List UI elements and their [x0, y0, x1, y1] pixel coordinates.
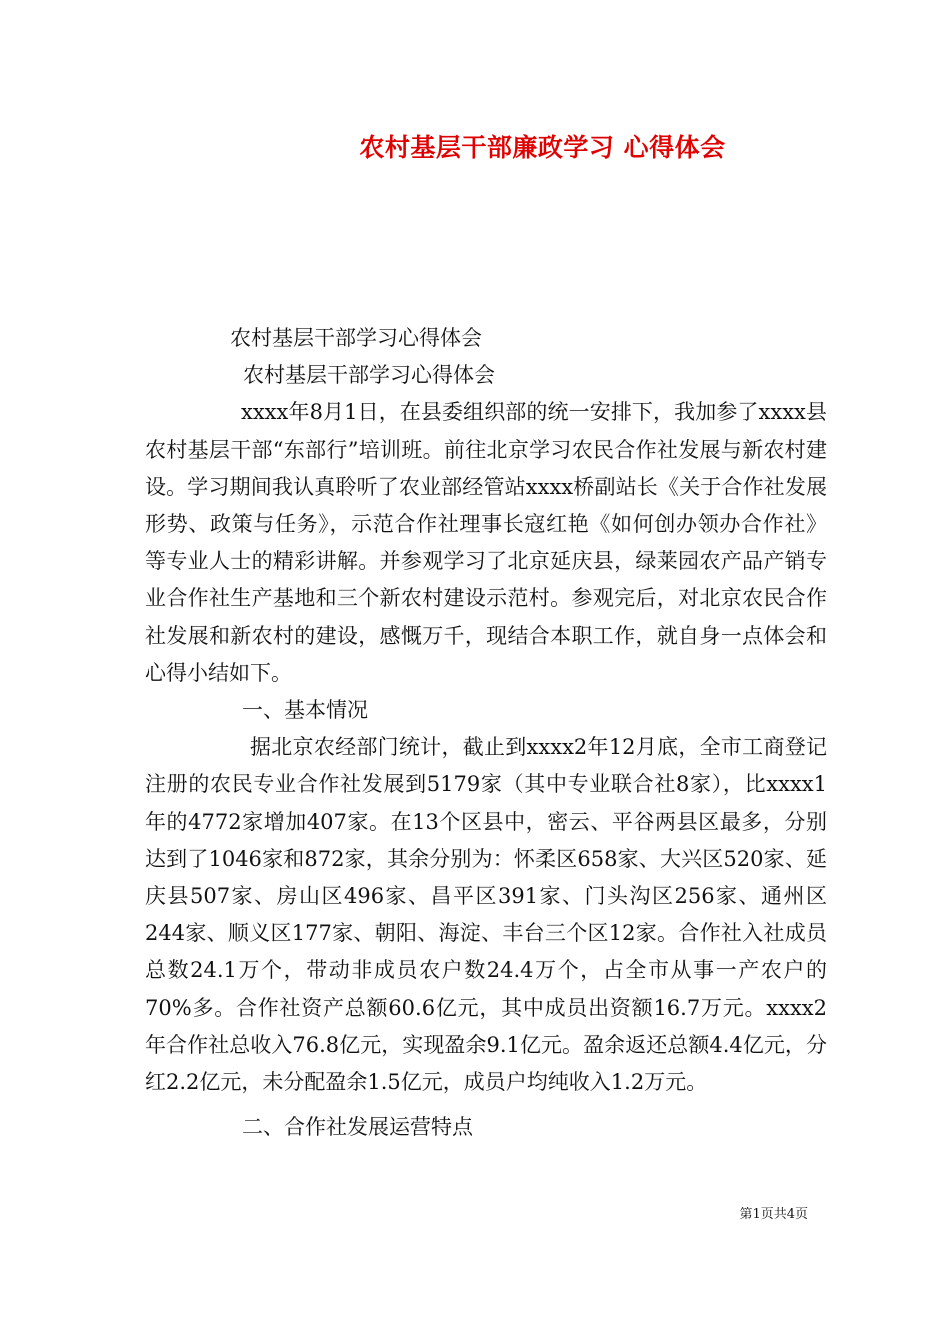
paragraph-intro: xxxx年8月1日，在县委组织部的统一安排下，我加参了xxxx县农村基层干部“东部行”培训班。前往北京学习农民合作社发展与新农村建设。学习期间我认真聆听了农业部经管站xxxx桥副站长《关于合作社发展形势、政策与任务》，示范合作社理事长寇红艳《如何创办领办合作社》等专业人士的精彩讲解。并参观学习了北京延庆县，绿莱园农产品产销专业合作社生产基地和三个新农村建设示范村。参观完后，对北京农民合作社发展和新农村的建设，感慨万千，现结合本职工作，就自身一点体会和心得小结如下。	[145, 400, 827, 685]
document-title: 农村基层干部廉政学习 心得体会	[359, 133, 726, 162]
document-body	[145, 320, 827, 1146]
paragraph-statistics: 据北京农经部门统计，截止到xxxx2年12月底，全市工商登记注册的农民专业合作社发展到5179家（其中专业联合社8家），比xxxx1年的4772家增加407家。在13个区县中，密云、平谷两县区最多，分别达到了1046家和872家，其余分别为：怀柔区658家、大兴区520家、延庆县507家、房山区496家、昌平区391家、门头沟区256家、通州区244家、顺义区177家、朝阳、海淀、丰台三个区12家。合作社入社成员总数24.1万个，带动非成员农户数24.4万个，占全市从事一产农户的70%多。合作社资产总额60.6亿元，其中成员出资额16.7万元。xxxx2年合作社总收入76.8亿元，实现盈余9.1亿元。盈余返还总额4.4亿元，分红2.2亿元，未分配盈余1.5亿元，成员户均纯收入1.2万元。	[145, 735, 827, 1095]
section-heading-features: 二、合作社发展运营特点	[242, 1115, 473, 1140]
subtitle-1: 农村基层干部学习心得体会	[230, 326, 482, 350]
section-heading-basic: 一、基本情况	[242, 698, 368, 723]
subtitle-2: 农村基层干部学习心得体会	[243, 363, 495, 388]
page-number: 第1页共4页	[739, 1207, 808, 1222]
